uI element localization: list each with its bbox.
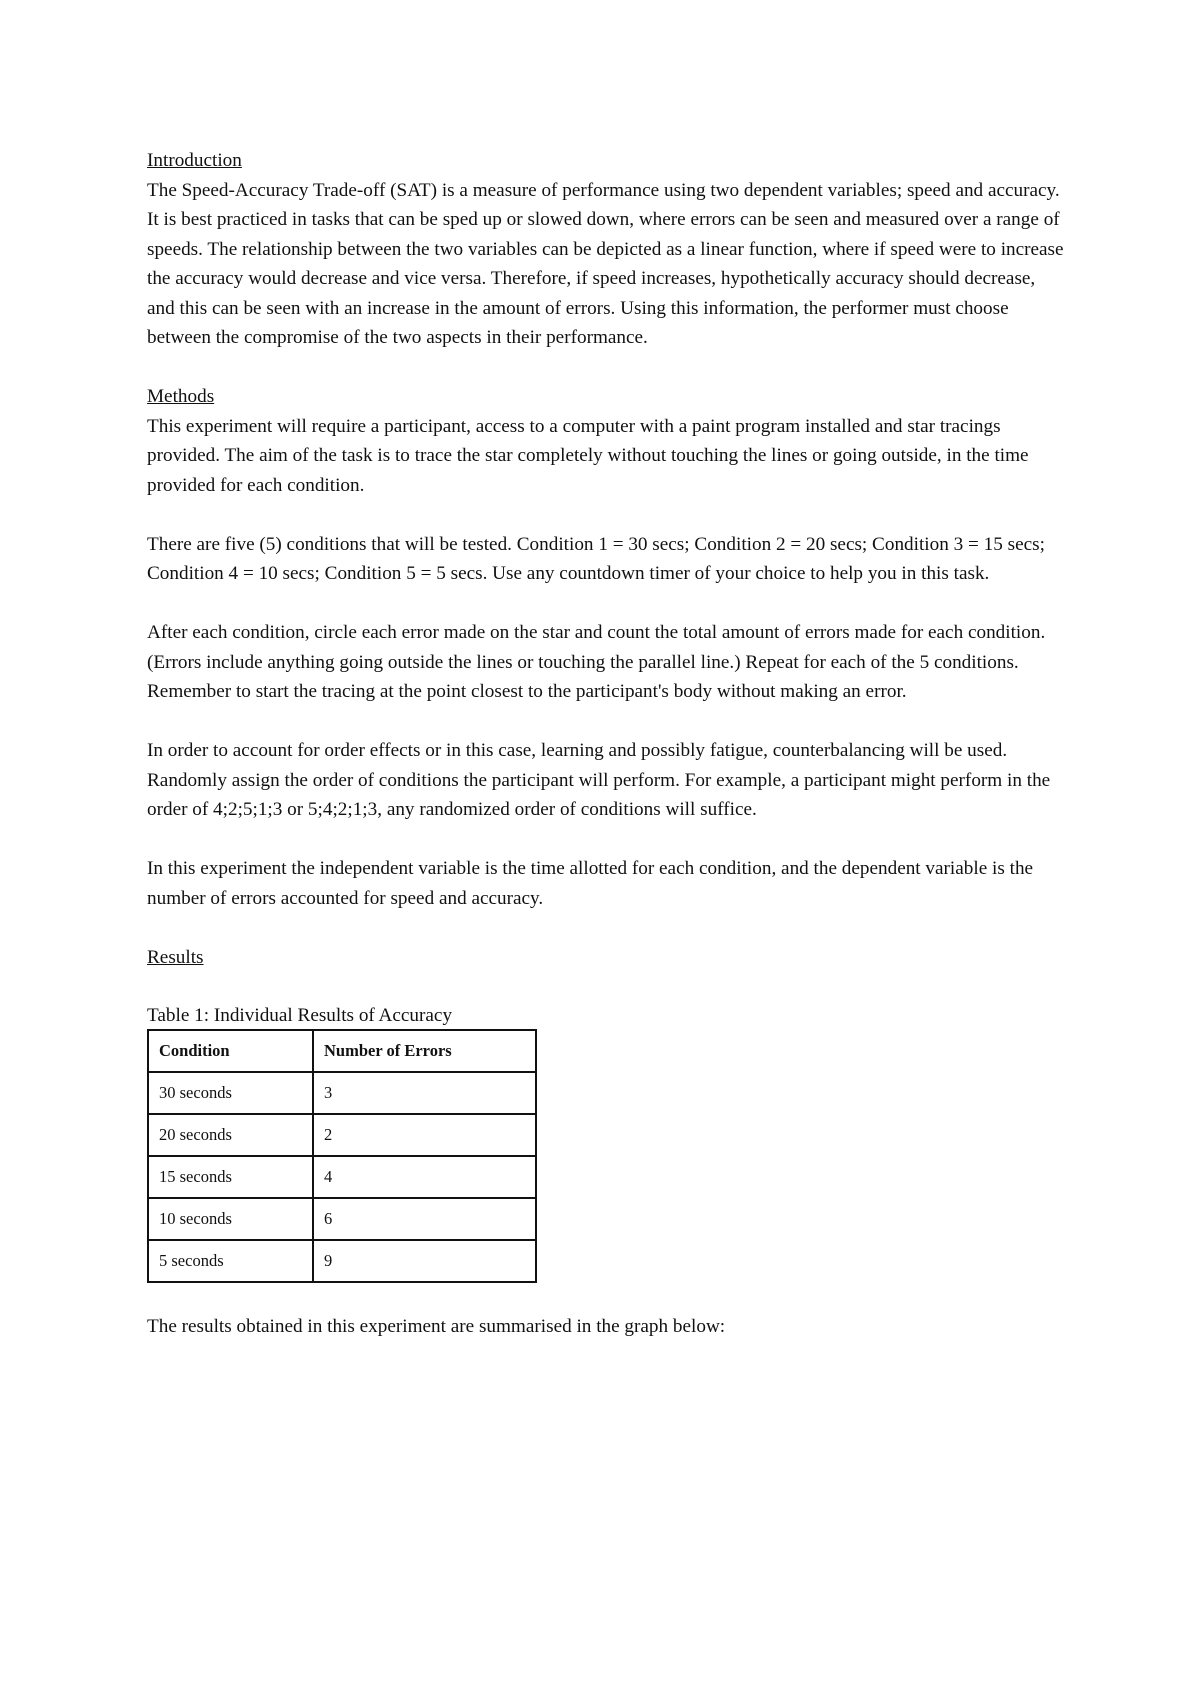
spacer xyxy=(147,825,1067,855)
spacer xyxy=(147,353,1067,383)
table-row xyxy=(148,1156,536,1198)
header-condition: Condition xyxy=(148,1030,313,1072)
table-row xyxy=(148,1072,536,1114)
cell-errors: 3 xyxy=(313,1072,536,1114)
document-page xyxy=(147,146,1067,1342)
table-caption: Table 1: Individual Results of Accuracy xyxy=(147,1004,453,1026)
spacer xyxy=(147,1283,1067,1313)
methods-paragraph-2: There are five (5) conditions that will be tested. Condition 1 = 30 secs; Condition 2 = 20 secs; Condition 3 = 15 secs; Condition 4 = 10 secs; Condition 5 = 5 secs. Use any countdown timer of your choice to help you in this task. xyxy=(147,533,1045,584)
results-heading: Results xyxy=(147,946,204,968)
spacer xyxy=(147,913,1067,943)
table-header-row xyxy=(148,1030,536,1072)
methods-heading: Methods xyxy=(147,386,215,407)
cell-condition: 5 seconds xyxy=(148,1240,313,1282)
results-table xyxy=(147,1029,537,1283)
results-summary: The results obtained in this experiment are summarised in the graph below: xyxy=(147,1316,726,1337)
cell-errors: 2 xyxy=(313,1114,536,1156)
introduction-paragraph: The Speed-Accuracy Trade-off (SAT) is a measure of performance using two dependent variables; speed and accuracy. It is best practiced in tasks that can be sped up or slowed down, where errors can be seen and measured over a range of speeds. The relationship between the two variables can be depicted as a linear function, where if speed were to increase the accuracy would decrease and vice versa. Therefore, if speed increases, hypothetically accuracy should decrease, and this can be seen with an increase in the amount of errors. Using this information, the performer must choose between the compromise of the two aspects in their performance. xyxy=(147,179,1064,348)
cell-condition: 20 seconds xyxy=(148,1114,313,1156)
spacer xyxy=(147,972,1067,1002)
introduction-heading: Introduction xyxy=(147,150,242,171)
spacer xyxy=(147,500,1067,530)
cell-errors: 4 xyxy=(313,1156,536,1198)
cell-condition: 15 seconds xyxy=(148,1156,313,1198)
cell-condition: 10 seconds xyxy=(148,1198,313,1240)
methods-paragraph-4: In order to account for order effects or in this case, learning and possibly fatigue, counterbalancing will be used. Randomly assign the order of conditions the participant will perform. For example, a participant might perform in the order of 4;2;5;1;3 or 5;4;2;1;3, any randomized order of conditions will suffice. xyxy=(147,740,1051,820)
methods-paragraph-3: After each condition, circle each error made on the star and count the total amount of errors made for each condition. (Errors include anything going outside the lines or touching the parallel line.) Repeat for each of the 5 conditions. Remember to start the tracing at the point closest to the participant's body without making an error. xyxy=(147,622,1046,702)
table-row xyxy=(148,1240,536,1282)
methods-paragraph-1: This experiment will require a participant, access to a computer with a paint program installed and star tracings provided. The aim of the task is to trace the star completely without touching the lines or going outside, in the time provided for each condition. xyxy=(147,415,1029,496)
cell-condition: 30 seconds xyxy=(148,1072,313,1114)
cell-errors: 9 xyxy=(313,1240,536,1282)
spacer xyxy=(147,589,1067,619)
cell-errors: 6 xyxy=(313,1198,536,1240)
table-row xyxy=(148,1198,536,1240)
methods-paragraph-5: In this experiment the independent variable is the time allotted for each condition, and the dependent variable is the number of errors accounted for speed and accuracy. xyxy=(147,858,1034,909)
header-number-of-errors: Number of Errors xyxy=(313,1030,536,1072)
spacer xyxy=(147,707,1067,737)
table-row xyxy=(148,1114,536,1156)
